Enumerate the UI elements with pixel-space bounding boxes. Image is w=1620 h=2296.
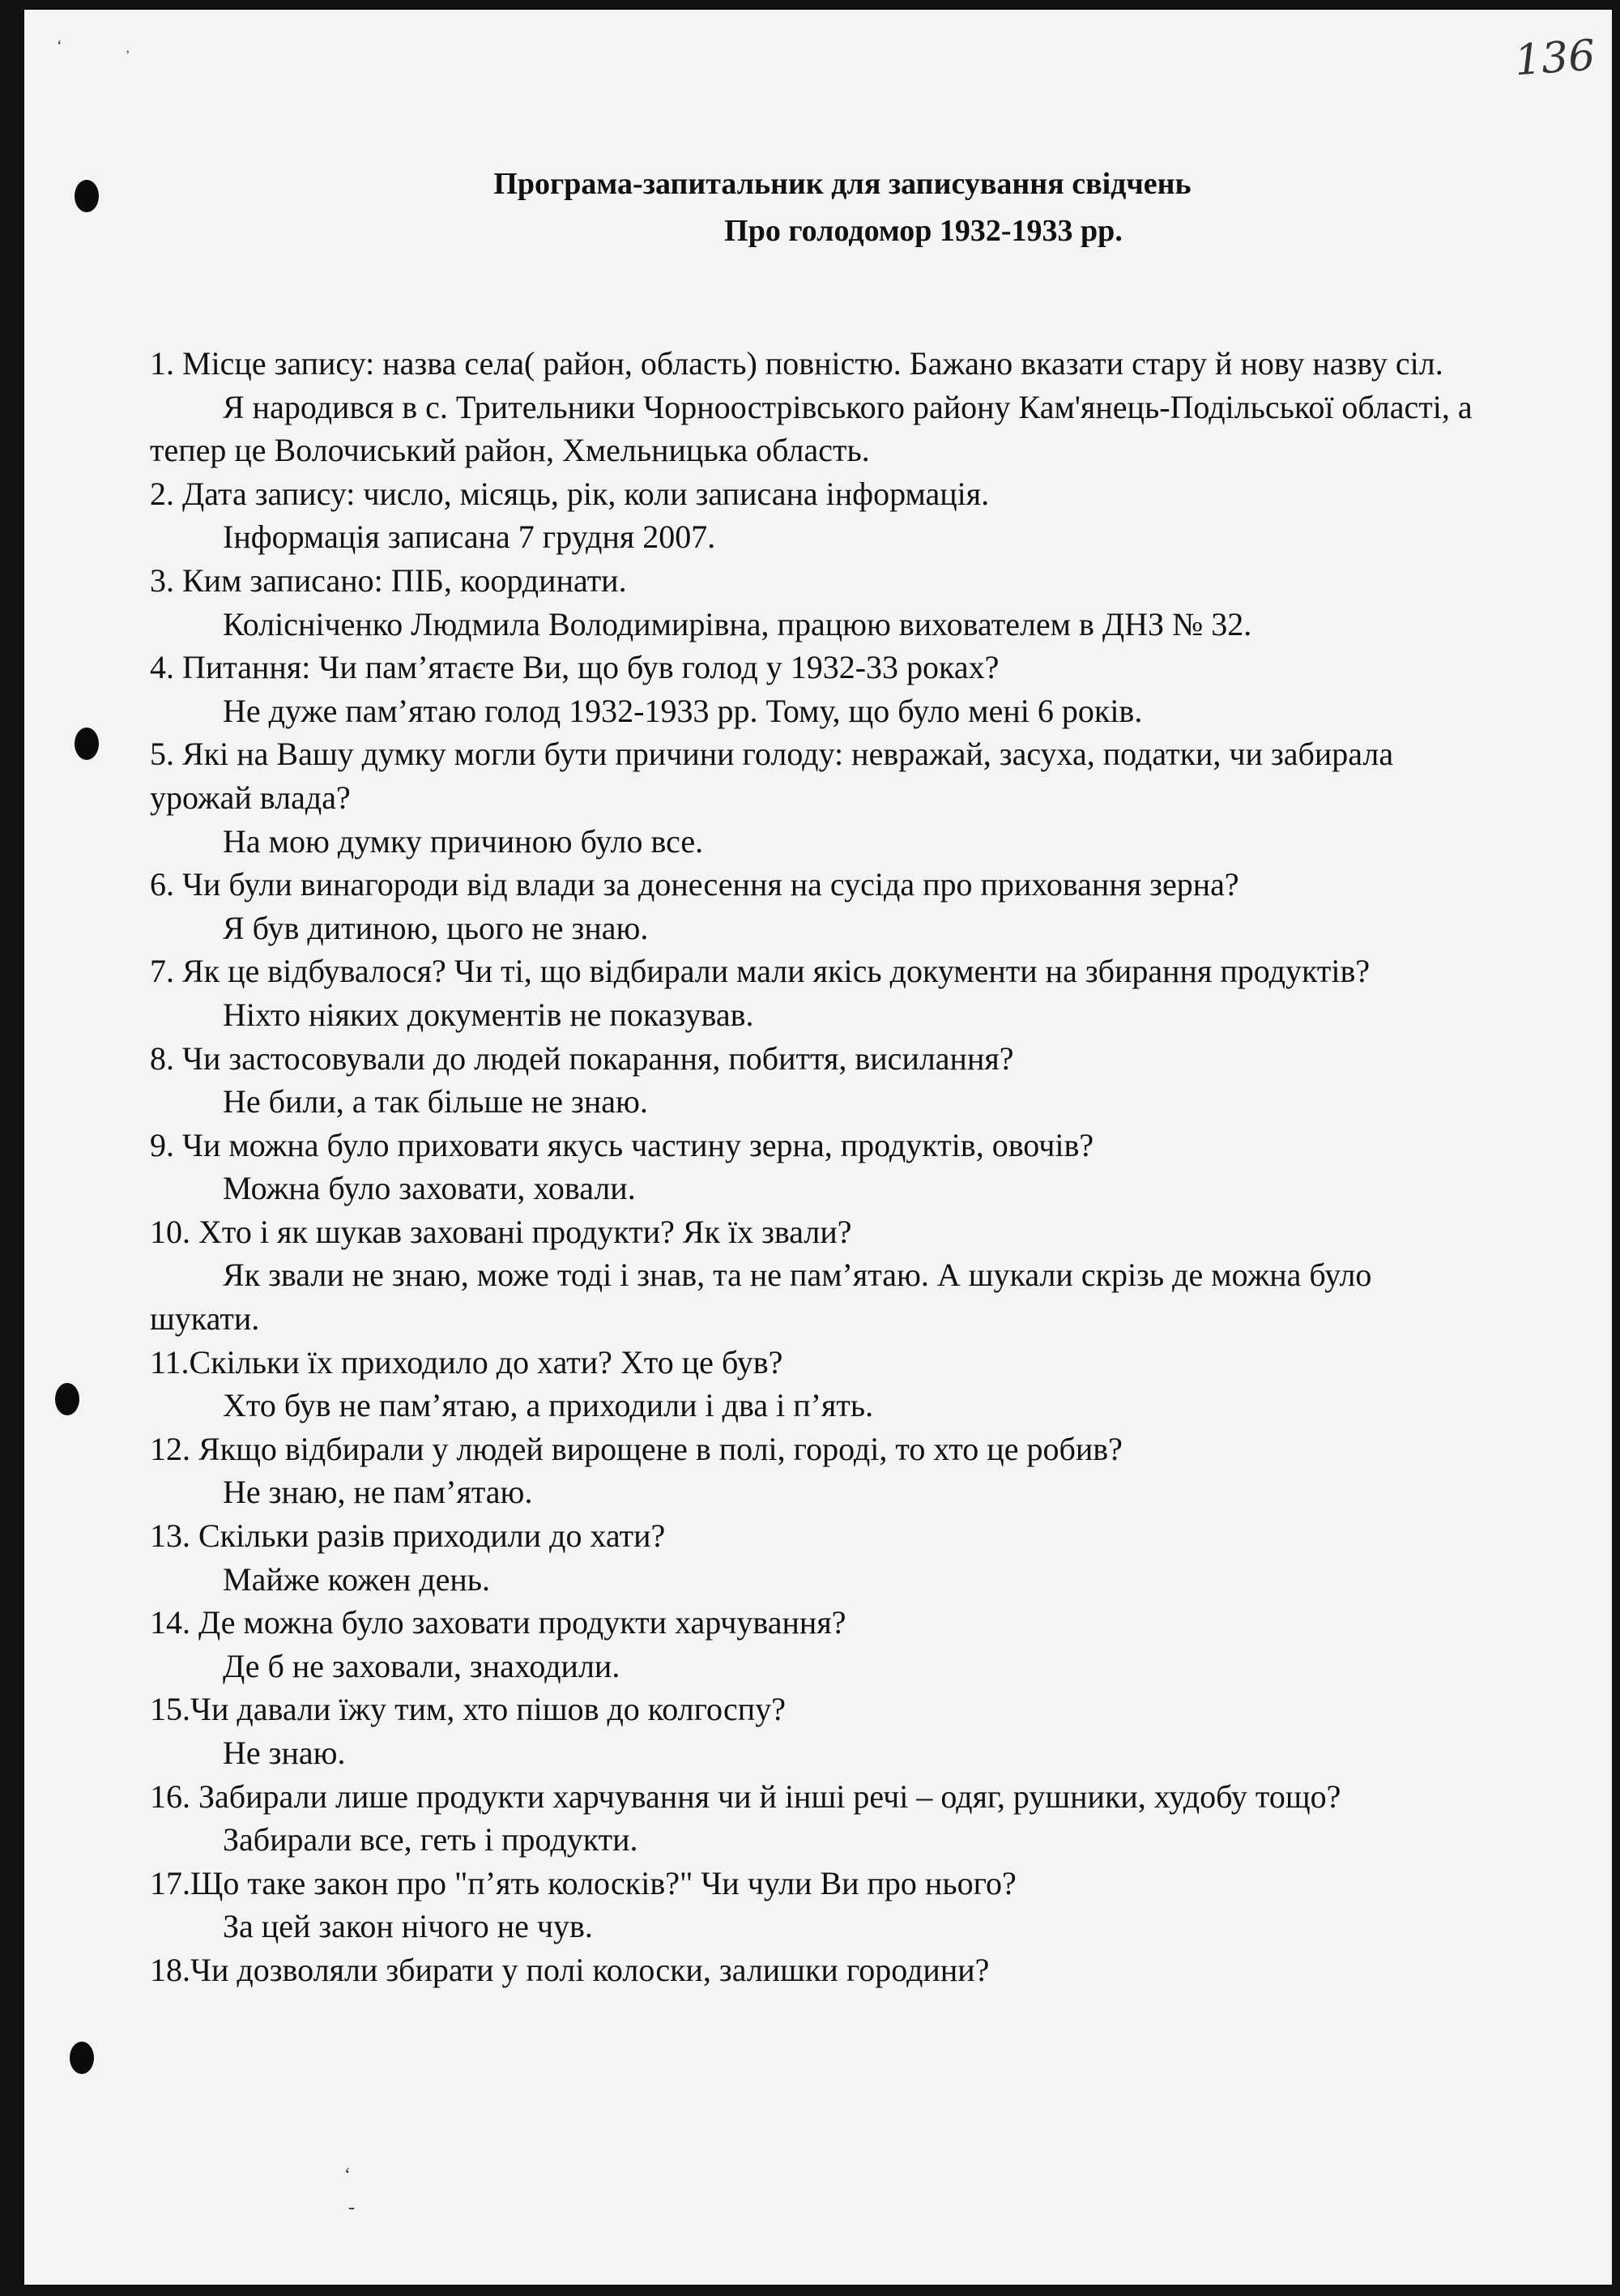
answer: Хто був не пам’ятаю, а приходили і два і п’ять.	[223, 1387, 874, 1424]
question: 15.Чи давали їжу тим, хто пішов до колгоспу?	[150, 1691, 786, 1728]
question: 16. Забирали лише продукти харчування чи й інші речі – одяг, рушники, худобу тощо?	[150, 1777, 1341, 1815]
question: 1. Місце запису: назва села( район, область) повністю. Бажано вказати стару й нову назву сіл.	[150, 345, 1443, 382]
question: 14. Де можна було заховати продукти харчування?	[150, 1604, 846, 1641]
question: 7. Як це відбувалося? Чи ті, що відбирали мали якісь документи на збирання продуктів?	[150, 953, 1371, 990]
question: 12. Якщо відбирали у людей вирощене в полі, городі, то хто це робив?	[150, 1430, 1123, 1467]
question: 6. Чи були винагороди від влади за донесення на сусіда про приховання зерна?	[150, 866, 1239, 903]
question: 10. Хто і як шукав заховані продукти? Як їх звали?	[150, 1213, 852, 1250]
answer: Майже кожен день.	[223, 1560, 491, 1598]
question: 3. Ким записано: ПІБ, координати.	[150, 561, 627, 599]
question: 8. Чи застосовували до людей покарання, побиття, висилання?	[150, 1039, 1014, 1077]
question: 5. Які на Вашу думку могли бути причини голоду: невражай, засуха, податки, чи забирала урожай влада?	[150, 736, 1394, 816]
answer: Я народився в с. Трительники Чорноострівського району Кам'янець-Подільської області, а тепер це Волочиський район, Хмельницька область.	[150, 388, 1473, 469]
speck-mark: ʻ	[344, 2165, 351, 2186]
punch-hole	[75, 728, 99, 760]
answer: Не дуже пам’ятаю голод 1932-1933 рр. Тому, що було мені 6 років.	[223, 692, 1143, 729]
question: 17.Що таке закон про "п’ять колосків?" Чи чули Ви про нього?	[150, 1864, 1017, 1901]
answer: Не били, а так більше не знаю.	[223, 1083, 648, 1120]
questionnaire-body	[150, 342, 1478, 1992]
answer: Не знаю.	[223, 1735, 346, 1771]
page-number: 136	[1513, 31, 1597, 86]
answer: Можна було заховати, ховали.	[223, 1170, 636, 1207]
question: 11.Скільки їх приходило до хати? Хто це був?	[150, 1343, 783, 1381]
document-title	[24, 160, 1612, 254]
answer: Інформація записана 7 грудня 2007.	[223, 519, 716, 556]
document-page	[24, 10, 1612, 2285]
answer: Ніхто ніяких документів не показував.	[223, 996, 754, 1033]
question: 2. Дата запису: число, місяць, рік, коли записана інформація.	[150, 475, 990, 512]
question: 9. Чи можна було приховати якусь частину зерна, продуктів, овочів?	[150, 1126, 1094, 1163]
speck-mark: ʼ	[126, 49, 130, 62]
question: 13. Скільки разів приходили до хати?	[150, 1517, 666, 1555]
answer: Я був дитиною, цього не знаю.	[223, 909, 649, 946]
question: 18.Чи дозволяли збирати у полі колоски, залишки городини?	[150, 1951, 990, 1988]
question: 4. Питання: Чи пам’ятаєте Ви, що був голод у 1932-33 роках?	[150, 649, 1000, 686]
title-line-2: Про голодомор 1932-1933 рр.	[724, 214, 1123, 248]
answer: За цей закон нічого не чув.	[223, 1908, 593, 1945]
punch-hole	[70, 2042, 94, 2074]
answer: Як звали не знаю, може тоді і знав, та не пам’ятаю. А шукали скрізь де можна було шукати.	[150, 1257, 1372, 1338]
speck-mark: ‐	[348, 2197, 355, 2218]
title-line-1: Програма-запитальник для записування свідчень	[493, 167, 1192, 201]
speck-mark: ʻ	[57, 37, 62, 55]
answer: Колісніченко Людмила Володимирівна, працюю вихователем в ДНЗ № 32.	[223, 605, 1252, 642]
answer: На мою думку причиною було все.	[223, 822, 704, 860]
answer: Забирали все, геть і продукти.	[223, 1821, 638, 1859]
answer: Не знаю, не пам’ятаю.	[223, 1474, 533, 1511]
answer: Де б не заховали, знаходили.	[223, 1647, 620, 1684]
punch-hole	[55, 1383, 79, 1415]
